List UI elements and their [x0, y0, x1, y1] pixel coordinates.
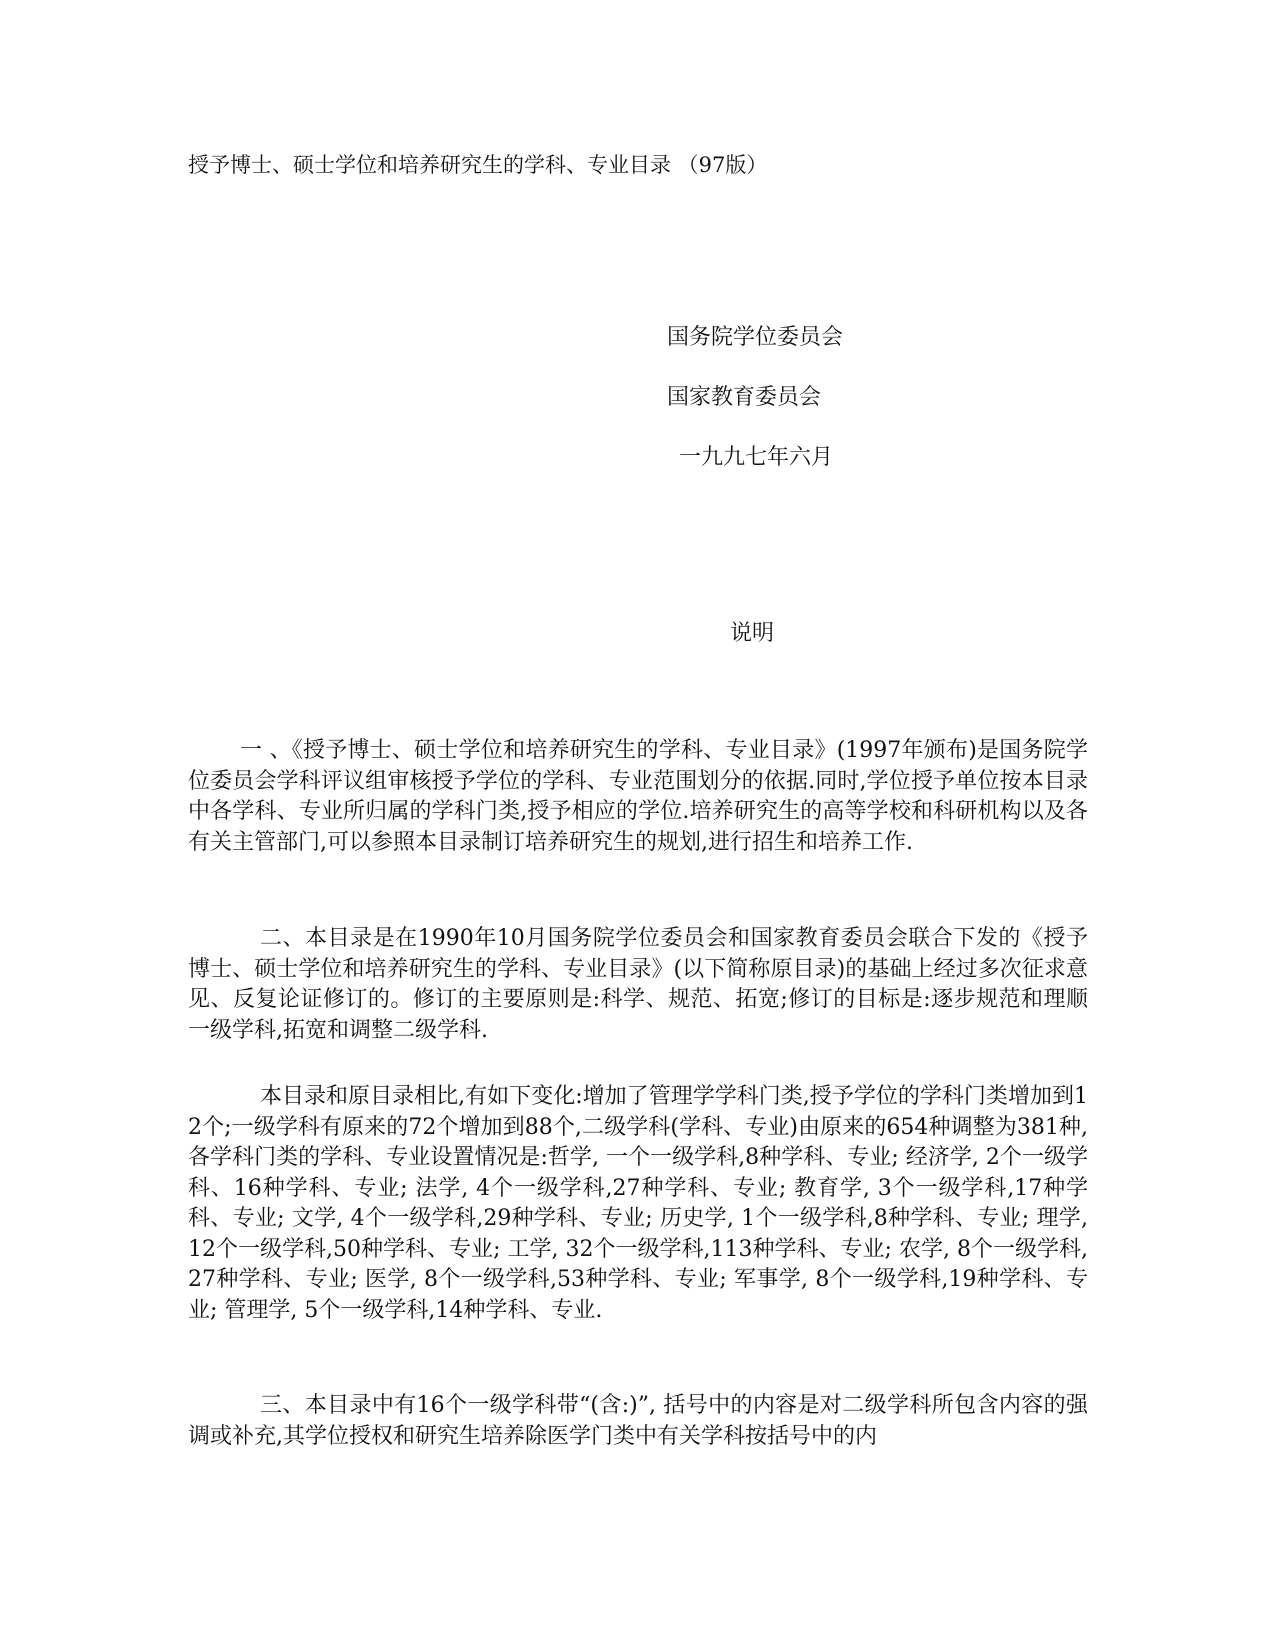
paragraph-1: 一 、《授予博士、硕士学位和培养研究生的学科、专业目录》(1997年颁布)是国务院学位委员会学科评议组审核授予学位的学科、专业范围划分的依据.同时,学位授予单位按本目录中各学科、专业所归属的学科门类,授予相应的学位.培养研究生的高等学校和科研机构以及各有关主管部门,可以参照本目录制订培养研究生的规划,进行招生和培养工作. — [188, 738, 1088, 855]
section-heading: 说明 — [730, 621, 775, 646]
paragraph-2: 二、本目录是在1990年10月国务院学位委员会和国家教育委员会联合下发的《授予博士、硕士学位和培养研究生的学科、专业目录》(以下简称原目录)的基础上经过多次征求意见、反复论证修订的。修订的主要原则是:科学、规范、拓宽;修订的目标是:逐步规范和理顺一级学科,拓宽和调整二级学科. — [188, 926, 1088, 1043]
issue-date: 一九九七年六月 — [679, 445, 834, 470]
paragraph-4: 三、本目录中有16个一级学科带“(含:)”, 括号中的内容是对二级学科所包含内容的强调或补充,其学位授权和研究生培养除医学门类中有关学科按括号中的内 — [188, 1393, 1088, 1449]
issuer-state-education-commission: 国家教育委员会 — [667, 385, 822, 410]
paragraph-3: 本目录和原目录相比,有如下变化:增加了管理学学科门类,授予学位的学科门类增加到12个;一级学科有原来的72个增加到88个,二级学科(学科、专业)由原来的654种调整为381种,各学科门类的学科、专业设置情况是:哲学, 一个一级学科,8种学科、专业; 经济学, 2个一级学科、16种学科、专业; 法学, 4个一级学科,27种学科、专业; 教育学, 3个一级学科,17种学科、专业; 文学, 4个一级学科,29种学科、专业; 历史学, 1个一级学科,8种学科、专业; 理学, 12个一级学科,50种学科、专业; 工学, 32个一级学科,113种学科、专业; 农学, 8个一级学科,27种学科、专业; 医学, 8个一级学科,53种学科、专业; 军事学, 8个一级学科,19种学科、专业; 管理学, 5个一级学科,14种学科、专业. — [188, 1084, 1088, 1323]
document-title: 授予博士、硕士学位和培养研究生的学科、专业目录 （97版） — [188, 153, 768, 177]
issuer-state-council-degree-committee: 国务院学位委员会 — [667, 325, 844, 350]
